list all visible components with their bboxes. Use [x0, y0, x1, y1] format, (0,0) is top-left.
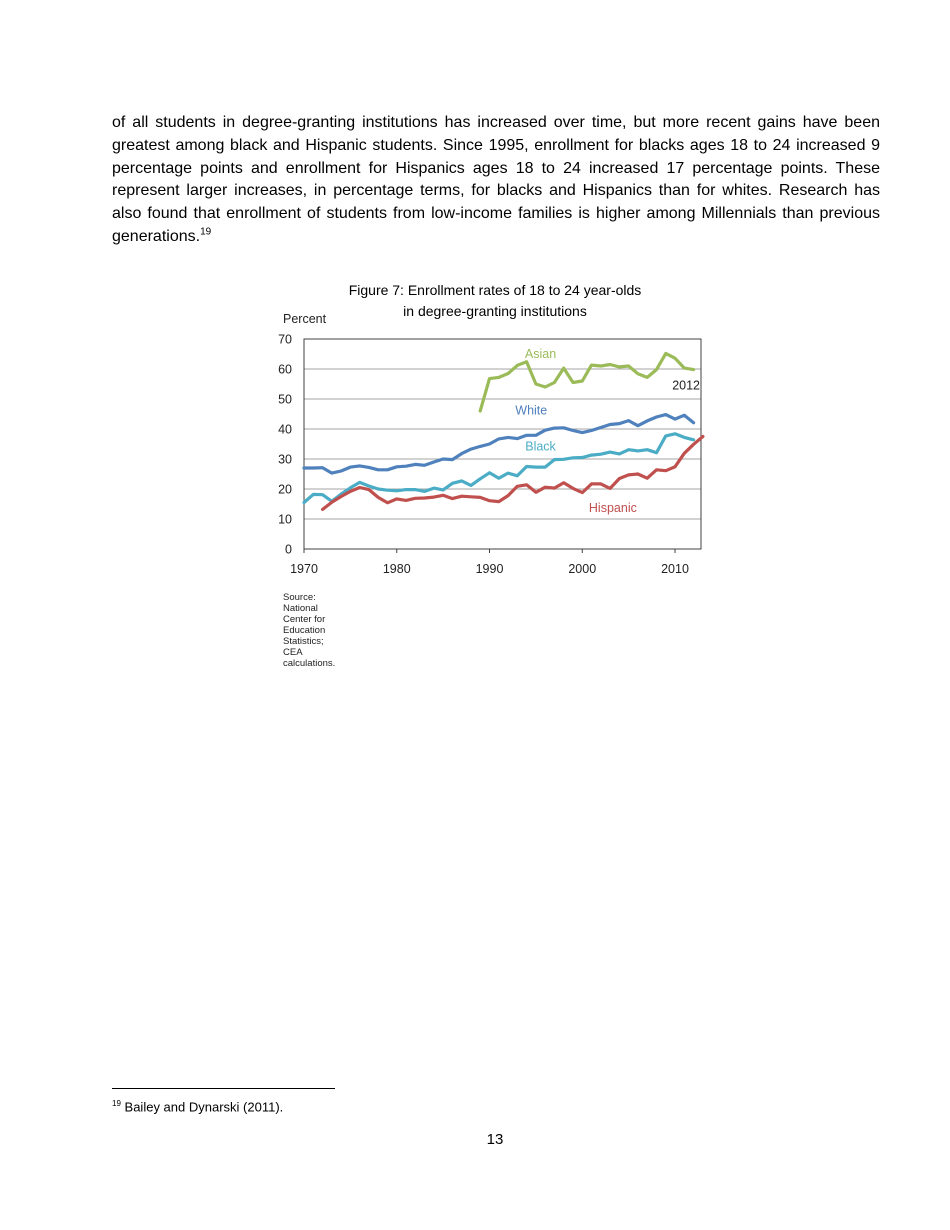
series-label-white: White [515, 403, 548, 418]
y-tick-label-40: 40 [278, 422, 292, 437]
series-line-white [304, 415, 694, 474]
x-tick-label-1990: 1990 [475, 562, 504, 576]
plot-border [304, 339, 701, 549]
x-tick-label-1980: 1980 [382, 562, 411, 576]
y-tick-label-60: 60 [278, 362, 292, 377]
x-tick-label-2000: 2000 [568, 562, 597, 576]
series-label-black: Black [525, 439, 556, 454]
y-tick-label-50: 50 [278, 392, 292, 407]
y-tick-label-30: 30 [278, 452, 292, 467]
footnote-text: Bailey and Dynarski (2011). [124, 1099, 284, 1115]
y-tick-label-10: 10 [278, 512, 292, 527]
x-tick-label-1970: 1970 [290, 562, 318, 576]
footnote [112, 1099, 283, 1114]
footnote-reference: 19 [200, 226, 212, 238]
footnote-number: 19 [112, 1099, 121, 1108]
y-tick-label-70: 70 [278, 332, 292, 347]
y-axis-label: Percent [283, 312, 327, 326]
x-tick-label-2010: 2010 [661, 562, 689, 576]
figure-title-line-1: Figure 7: Enrollment rates of 18 to 24 year-olds [348, 282, 642, 298]
figure-title-line-2: in degree-granting institutions [403, 303, 587, 319]
page-number: 13 [486, 1131, 504, 1148]
body-paragraph-text: of all students in degree-granting institutions has increased over time, but more recent gains have been greatest among black and Hispanic students. Since 1995, enrollment for blacks ages 18 to 24 increased 9 percentage points and enrollment for Hispanics ages 18 to 24 increased 17 percentage points. These represent larger increases, in percentage terms, for blacks and Hispanics than for whites. Research has also found that enrollment of students from low-income families is higher among Millennials than previous generations. [112, 114, 880, 245]
y-tick-label-20: 20 [278, 482, 292, 497]
series-line-asian [480, 353, 693, 411]
series-line-black [304, 434, 694, 503]
figure-source: Source: National Center for Education Statistics; CEA calculations. [283, 592, 336, 669]
series-label-asian: Asian [524, 346, 557, 361]
series-label-hispanic: Hispanic [588, 500, 637, 515]
footnote-divider [112, 1088, 335, 1089]
annotation-2012: 2012 [672, 378, 700, 393]
y-tick-label-0: 0 [285, 542, 292, 557]
